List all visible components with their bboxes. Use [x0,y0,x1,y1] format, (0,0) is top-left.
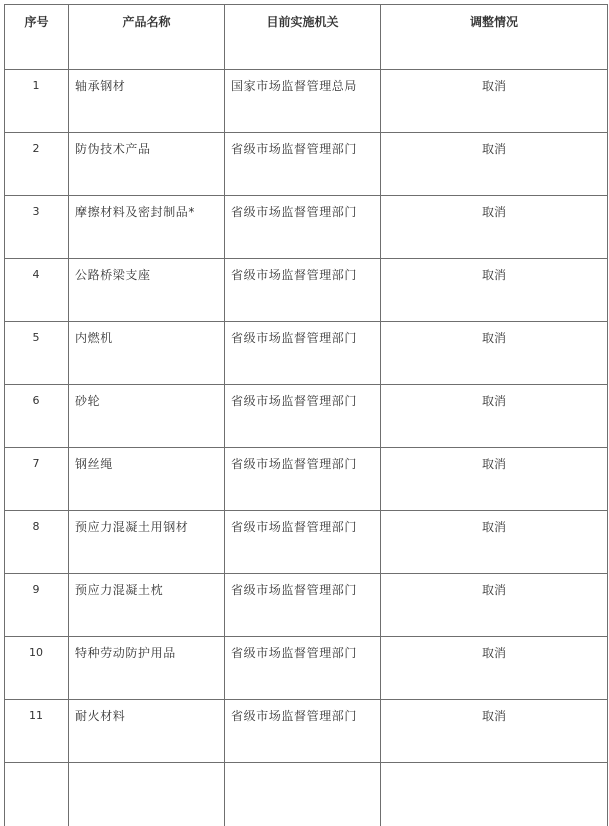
row-status: 取消 [381,385,608,448]
row-product-name: 防伪技术产品 [69,133,225,196]
row-product-name: 预应力混凝土用钢材 [69,511,225,574]
cut-off-cell [225,763,381,826]
row-product-name: 摩擦材料及密封制品* [69,196,225,259]
row-status: 取消 [381,322,608,385]
row-product-name: 耐火材料 [69,700,225,763]
header-implementing-authority: 目前实施机关 [225,5,381,70]
row-authority: 省级市场监督管理部门 [225,637,381,700]
row-authority: 省级市场监督管理部门 [225,133,381,196]
row-authority: 省级市场监督管理部门 [225,511,381,574]
table-row [5,637,608,700]
table-row [5,196,608,259]
table-body [5,70,608,826]
cut-off-cell [381,763,608,826]
row-status: 取消 [381,574,608,637]
header-row [5,5,608,70]
row-product-name: 预应力混凝土枕 [69,574,225,637]
row-product-name: 钢丝绳 [69,448,225,511]
row-serial-no: 5 [5,322,69,385]
cut-off-cell [69,763,225,826]
row-authority: 省级市场监督管理部门 [225,448,381,511]
row-product-name: 公路桥梁支座 [69,259,225,322]
product-adjustment-table [4,4,608,826]
row-serial-no: 3 [5,196,69,259]
table-row [5,700,608,763]
row-status: 取消 [381,259,608,322]
header-adjustment-status: 调整情况 [381,5,608,70]
row-status: 取消 [381,700,608,763]
row-status: 取消 [381,448,608,511]
row-status: 取消 [381,637,608,700]
table-row [5,511,608,574]
row-serial-no: 7 [5,448,69,511]
row-authority: 省级市场监督管理部门 [225,259,381,322]
row-product-name: 砂轮 [69,385,225,448]
row-authority: 省级市场监督管理部门 [225,196,381,259]
row-status: 取消 [381,133,608,196]
row-authority: 省级市场监督管理部门 [225,385,381,448]
row-status: 取消 [381,70,608,133]
table-row [5,133,608,196]
row-authority: 国家市场监督管理总局 [225,70,381,133]
table-row [5,574,608,637]
row-authority: 省级市场监督管理部门 [225,700,381,763]
header-serial-no: 序号 [5,5,69,70]
row-serial-no: 9 [5,574,69,637]
header-product-name: 产品名称 [69,5,225,70]
row-serial-no: 1 [5,70,69,133]
row-serial-no: 2 [5,133,69,196]
table-header [5,5,608,70]
table-row [5,322,608,385]
row-serial-no: 8 [5,511,69,574]
row-authority: 省级市场监督管理部门 [225,574,381,637]
table-row-cut-off [5,763,608,826]
row-status: 取消 [381,511,608,574]
row-serial-no: 6 [5,385,69,448]
row-authority: 省级市场监督管理部门 [225,322,381,385]
table-row [5,70,608,133]
row-serial-no: 10 [5,637,69,700]
row-product-name: 内燃机 [69,322,225,385]
cut-off-cell [5,763,69,826]
row-product-name: 特种劳动防护用品 [69,637,225,700]
row-product-name: 轴承钢材 [69,70,225,133]
table-row [5,385,608,448]
row-status: 取消 [381,196,608,259]
row-serial-no: 11 [5,700,69,763]
row-serial-no: 4 [5,259,69,322]
table-row [5,259,608,322]
table-row [5,448,608,511]
